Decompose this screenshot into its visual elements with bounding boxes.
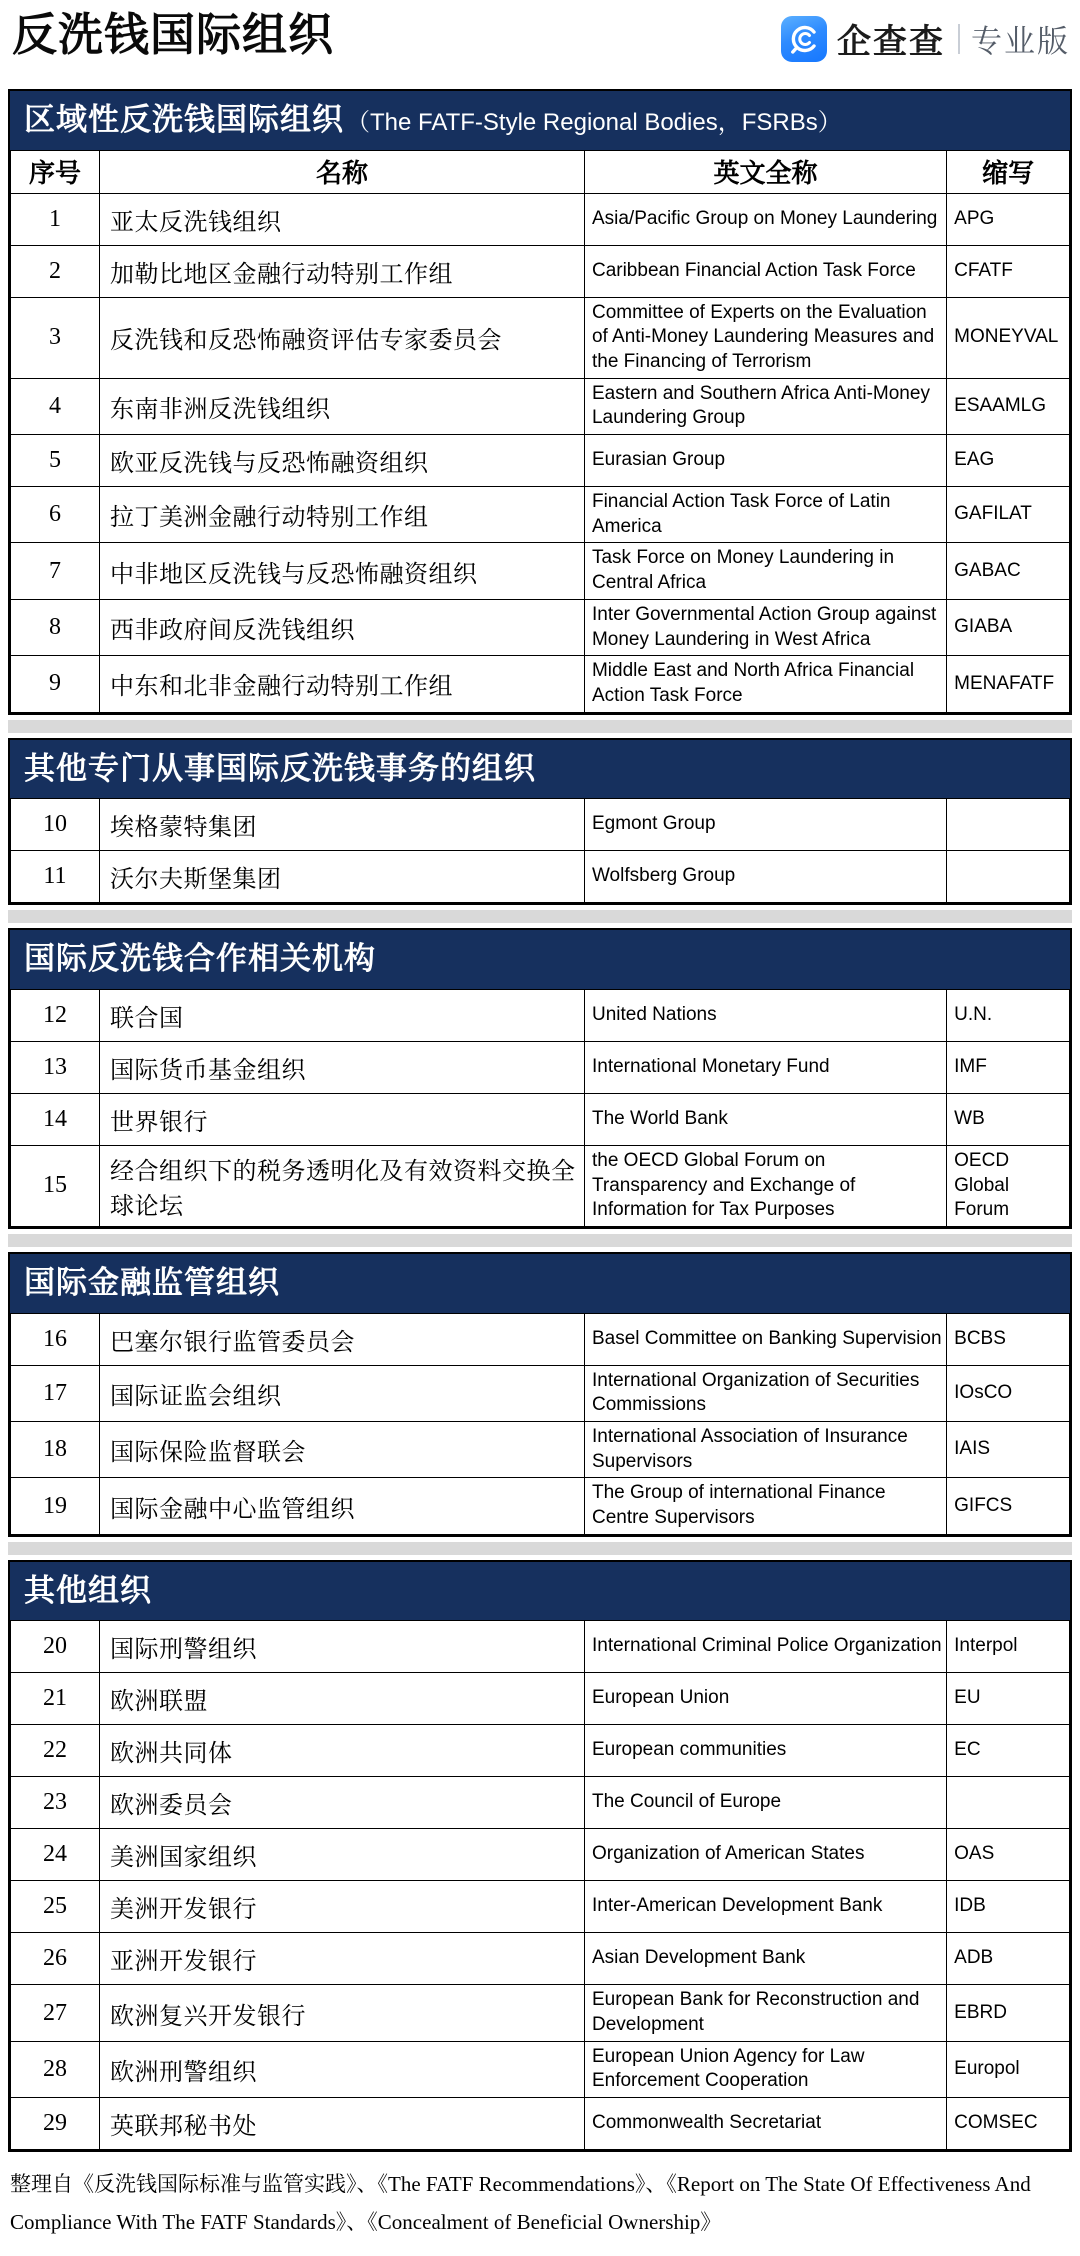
cell-name: 亚太反洗钱组织 bbox=[99, 193, 584, 245]
cell-no: 27 bbox=[11, 1985, 100, 2041]
cell-abbreviation: GAFILAT bbox=[947, 487, 1070, 543]
column-header-no: 序号 bbox=[11, 150, 100, 193]
cell-name: 加勒比地区金融行动特别工作组 bbox=[99, 245, 584, 297]
section-divider bbox=[8, 1234, 1072, 1247]
table-row bbox=[11, 989, 1070, 1041]
cell-no: 22 bbox=[11, 1725, 100, 1777]
table-row bbox=[11, 656, 1070, 712]
cell-abbreviation: IDB bbox=[947, 1881, 1070, 1933]
cell-no: 20 bbox=[11, 1621, 100, 1673]
section-title: 区域性反洗钱国际组织 bbox=[24, 102, 344, 137]
table-row bbox=[11, 1145, 1070, 1226]
cell-name: 中非地区反洗钱与反恐怖融资组织 bbox=[99, 543, 584, 599]
table-row bbox=[11, 1985, 1070, 2041]
column-header-row bbox=[11, 150, 1070, 193]
cell-no: 4 bbox=[11, 378, 100, 434]
cell-abbreviation: ESAAMLG bbox=[947, 378, 1070, 434]
cell-name: 欧洲共同体 bbox=[99, 1725, 584, 1777]
cell-name: 国际证监会组织 bbox=[99, 1365, 584, 1421]
section-header-bar bbox=[10, 740, 1070, 799]
section-header-bar bbox=[10, 91, 1070, 150]
cell-abbreviation: GIFCS bbox=[947, 1478, 1070, 1534]
cell-no: 11 bbox=[11, 851, 100, 903]
cell-english-name: Financial Action Task Force of Latin America bbox=[584, 487, 946, 543]
org-table bbox=[10, 1313, 1070, 1535]
cell-english-name: Inter-American Development Bank bbox=[584, 1881, 946, 1933]
cell-abbreviation: OAS bbox=[947, 1829, 1070, 1881]
table-row bbox=[11, 543, 1070, 599]
section-title: 国际金融监管组织 bbox=[24, 1264, 280, 1300]
column-header-abbr: 缩写 bbox=[947, 150, 1070, 193]
cell-english-name: Eastern and Southern Africa Anti-Money Laundering Group bbox=[584, 378, 946, 434]
cell-english-name: Asian Development Bank bbox=[584, 1933, 946, 1985]
cell-no: 15 bbox=[11, 1145, 100, 1226]
magnifier-c-glyph bbox=[787, 22, 821, 56]
cell-no: 12 bbox=[11, 989, 100, 1041]
cell-abbreviation: Europol bbox=[947, 2041, 1070, 2097]
table-row bbox=[11, 487, 1070, 543]
cell-name: 国际货币基金组织 bbox=[99, 1041, 584, 1093]
cell-no: 26 bbox=[11, 1933, 100, 1985]
section-header-bar bbox=[10, 930, 1070, 989]
cell-english-name: Middle East and North Africa Financial Action Task Force bbox=[584, 656, 946, 712]
cell-abbreviation: Interpol bbox=[947, 1621, 1070, 1673]
cell-name: 中东和北非金融行动特别工作组 bbox=[99, 656, 584, 712]
cell-english-name: European communities bbox=[584, 1725, 946, 1777]
org-table bbox=[10, 989, 1070, 1227]
cell-english-name: International Organization of Securities Commissions bbox=[584, 1365, 946, 1421]
cell-name: 欧亚反洗钱与反恐怖融资组织 bbox=[99, 435, 584, 487]
cell-no: 2 bbox=[11, 245, 100, 297]
table-row bbox=[11, 1041, 1070, 1093]
cell-name: 欧洲刑警组织 bbox=[99, 2041, 584, 2097]
section-title: 其他专门从事国际反洗钱事务的组织 bbox=[24, 750, 536, 786]
cell-english-name: European Union bbox=[584, 1673, 946, 1725]
section bbox=[8, 1252, 1072, 1537]
table-row bbox=[11, 193, 1070, 245]
cell-name: 美洲开发银行 bbox=[99, 1881, 584, 1933]
section-header-bar bbox=[10, 1562, 1070, 1621]
cell-english-name: United Nations bbox=[584, 989, 946, 1041]
section-title: 国际反洗钱合作相关机构 bbox=[24, 941, 376, 977]
table-row bbox=[11, 245, 1070, 297]
cell-abbreviation: WB bbox=[947, 1093, 1070, 1145]
cell-english-name: International Criminal Police Organization bbox=[584, 1621, 946, 1673]
section-divider bbox=[8, 910, 1072, 923]
cell-name: 美洲国家组织 bbox=[99, 1829, 584, 1881]
cell-abbreviation: GABAC bbox=[947, 543, 1070, 599]
section bbox=[8, 89, 1072, 715]
cell-name: 欧洲委员会 bbox=[99, 1777, 584, 1829]
cell-no: 29 bbox=[11, 2098, 100, 2150]
cell-no: 17 bbox=[11, 1365, 100, 1421]
cell-name: 亚洲开发银行 bbox=[99, 1933, 584, 1985]
column-header-name: 名称 bbox=[99, 150, 584, 193]
table-row bbox=[11, 378, 1070, 434]
cell-english-name: Organization of American States bbox=[584, 1829, 946, 1881]
table-body bbox=[11, 150, 1070, 712]
cell-english-name: Basel Committee on Banking Supervision bbox=[584, 1313, 946, 1365]
cell-no: 21 bbox=[11, 1673, 100, 1725]
table-row bbox=[11, 1365, 1070, 1421]
cell-name: 拉丁美洲金融行动特别工作组 bbox=[99, 487, 584, 543]
cell-name: 联合国 bbox=[99, 989, 584, 1041]
table-row bbox=[11, 1478, 1070, 1534]
cell-no: 28 bbox=[11, 2041, 100, 2097]
cell-name: 欧洲联盟 bbox=[99, 1673, 584, 1725]
cell-no: 6 bbox=[11, 487, 100, 543]
cell-no: 16 bbox=[11, 1313, 100, 1365]
cell-no: 10 bbox=[11, 799, 100, 851]
table-row bbox=[11, 1881, 1070, 1933]
cell-english-name: Asia/Pacific Group on Money Laundering bbox=[584, 193, 946, 245]
cell-no: 7 bbox=[11, 543, 100, 599]
cell-name: 世界银行 bbox=[99, 1093, 584, 1145]
qichacha-logo-icon bbox=[781, 16, 827, 62]
top-header bbox=[12, 10, 1070, 63]
cell-english-name: Wolfsberg Group bbox=[584, 851, 946, 903]
cell-english-name: Committee of Experts on the Evaluation of Anti-Money Laundering Measures and the Financing of Terrorism bbox=[584, 297, 946, 378]
cell-english-name: International Monetary Fund bbox=[584, 1041, 946, 1093]
cell-english-name: European Bank for Reconstruction and Development bbox=[584, 1985, 946, 2041]
cell-abbreviation: IMF bbox=[947, 1041, 1070, 1093]
cell-abbreviation: COMSEC bbox=[947, 2098, 1070, 2150]
cell-abbreviation: ADB bbox=[947, 1933, 1070, 1985]
section bbox=[8, 928, 1072, 1229]
table-row bbox=[11, 2098, 1070, 2150]
cell-no: 9 bbox=[11, 656, 100, 712]
table-row bbox=[11, 435, 1070, 487]
cell-abbreviation: IOsCO bbox=[947, 1365, 1070, 1421]
org-table bbox=[10, 1620, 1070, 2150]
cell-abbreviation: APG bbox=[947, 193, 1070, 245]
table-row bbox=[11, 1313, 1070, 1365]
cell-no: 23 bbox=[11, 1777, 100, 1829]
table-row bbox=[11, 297, 1070, 378]
table-row bbox=[11, 1421, 1070, 1477]
cell-no: 14 bbox=[11, 1093, 100, 1145]
cell-no: 3 bbox=[11, 297, 100, 378]
table-row bbox=[11, 851, 1070, 903]
cell-abbreviation: OECD Global Forum bbox=[947, 1145, 1070, 1226]
table-row bbox=[11, 1725, 1070, 1777]
section bbox=[8, 1560, 1072, 2152]
cell-english-name: The Council of Europe bbox=[584, 1777, 946, 1829]
table-row bbox=[11, 1621, 1070, 1673]
cell-abbreviation: EC bbox=[947, 1725, 1070, 1777]
cell-english-name: Task Force on Money Laundering in Central Africa bbox=[584, 543, 946, 599]
cell-name: 埃格蒙特集团 bbox=[99, 799, 584, 851]
section-divider bbox=[8, 720, 1072, 733]
section bbox=[8, 738, 1072, 906]
cell-abbreviation bbox=[947, 799, 1070, 851]
cell-name: 国际保险监督联会 bbox=[99, 1421, 584, 1477]
brand-edition-label: 专业版 bbox=[971, 24, 1070, 59]
cell-abbreviation: EAG bbox=[947, 435, 1070, 487]
table-row bbox=[11, 1829, 1070, 1881]
cell-abbreviation: CFATF bbox=[947, 245, 1070, 297]
brand-lockup bbox=[781, 14, 1070, 63]
cell-abbreviation bbox=[947, 851, 1070, 903]
cell-abbreviation: BCBS bbox=[947, 1313, 1070, 1365]
cell-english-name: the OECD Global Forum on Transparency and Exchange of Information for Tax Purposes bbox=[584, 1145, 946, 1226]
table-row bbox=[11, 2041, 1070, 2097]
cell-english-name: Commonwealth Secretariat bbox=[584, 2098, 946, 2150]
section-header-bar bbox=[10, 1254, 1070, 1313]
cell-no: 5 bbox=[11, 435, 100, 487]
cell-name: 巴塞尔银行监管委员会 bbox=[99, 1313, 584, 1365]
cell-no: 13 bbox=[11, 1041, 100, 1093]
cell-english-name: The Group of international Finance Centre Supervisors bbox=[584, 1478, 946, 1534]
brand-divider bbox=[958, 24, 960, 54]
section-title-en: （The FATF-Style Regional Bodies，FSRBs） bbox=[346, 109, 842, 136]
cell-name: 国际金融中心监管组织 bbox=[99, 1478, 584, 1534]
cell-no: 24 bbox=[11, 1829, 100, 1881]
cell-abbreviation: MENAFATF bbox=[947, 656, 1070, 712]
table-body bbox=[11, 1313, 1070, 1534]
cell-name: 国际刑警组织 bbox=[99, 1621, 584, 1673]
cell-english-name: The World Bank bbox=[584, 1093, 946, 1145]
cell-no: 18 bbox=[11, 1421, 100, 1477]
org-table bbox=[10, 798, 1070, 903]
section-divider bbox=[8, 1542, 1072, 1555]
section-title: 其他组织 bbox=[24, 1572, 152, 1608]
table-body bbox=[11, 1621, 1070, 2150]
cell-english-name: International Association of Insurance Supervisors bbox=[584, 1421, 946, 1477]
cell-no: 19 bbox=[11, 1478, 100, 1534]
column-header-english: 英文全称 bbox=[584, 150, 946, 193]
cell-name: 西非政府间反洗钱组织 bbox=[99, 599, 584, 655]
org-table bbox=[10, 150, 1070, 713]
table-row bbox=[11, 1673, 1070, 1725]
cell-english-name: Egmont Group bbox=[584, 799, 946, 851]
brand-name: 企查查 bbox=[837, 23, 945, 61]
table-row bbox=[11, 599, 1070, 655]
cell-abbreviation: EU bbox=[947, 1673, 1070, 1725]
cell-name: 经合组织下的税务透明化及有效资料交换全球论坛 bbox=[99, 1145, 584, 1226]
table-row bbox=[11, 1933, 1070, 1985]
cell-no: 1 bbox=[11, 193, 100, 245]
cell-no: 8 bbox=[11, 599, 100, 655]
cell-abbreviation: GIABA bbox=[947, 599, 1070, 655]
cell-english-name: Inter Governmental Action Group against Money Laundering in West Africa bbox=[584, 599, 946, 655]
cell-no: 25 bbox=[11, 1881, 100, 1933]
table-body bbox=[11, 989, 1070, 1226]
cell-abbreviation: U.N. bbox=[947, 989, 1070, 1041]
cell-english-name: Eurasian Group bbox=[584, 435, 946, 487]
cell-name: 沃尔夫斯堡集团 bbox=[99, 851, 584, 903]
table-row bbox=[11, 1777, 1070, 1829]
table-body bbox=[11, 799, 1070, 903]
cell-name: 东南非洲反洗钱组织 bbox=[99, 378, 584, 434]
sections-container bbox=[8, 89, 1072, 2152]
cell-english-name: European Union Agency for Law Enforcement Cooperation bbox=[584, 2041, 946, 2097]
table-row bbox=[11, 1093, 1070, 1145]
cell-abbreviation bbox=[947, 1777, 1070, 1829]
cell-english-name: Caribbean Financial Action Task Force bbox=[584, 245, 946, 297]
cell-abbreviation: IAIS bbox=[947, 1421, 1070, 1477]
cell-abbreviation: EBRD bbox=[947, 1985, 1070, 2041]
cell-abbreviation: MONEYVAL bbox=[947, 297, 1070, 378]
cell-name: 反洗钱和反恐怖融资评估专家委员会 bbox=[99, 297, 584, 378]
source-note: 整理自《反洗钱国际标准与监管实践》、《The FATF Recommendations》、《Report on The State Of Effectiveness And Compliance With The FATF Standards》、《Concealment of Beneficial Ownership》 bbox=[10, 2172, 1031, 2234]
cell-name: 英联邦秘书处 bbox=[99, 2098, 584, 2150]
table-row bbox=[11, 799, 1070, 851]
page-title: 反洗钱国际组织 bbox=[12, 10, 335, 60]
cell-name: 欧洲复兴开发银行 bbox=[99, 1985, 584, 2041]
